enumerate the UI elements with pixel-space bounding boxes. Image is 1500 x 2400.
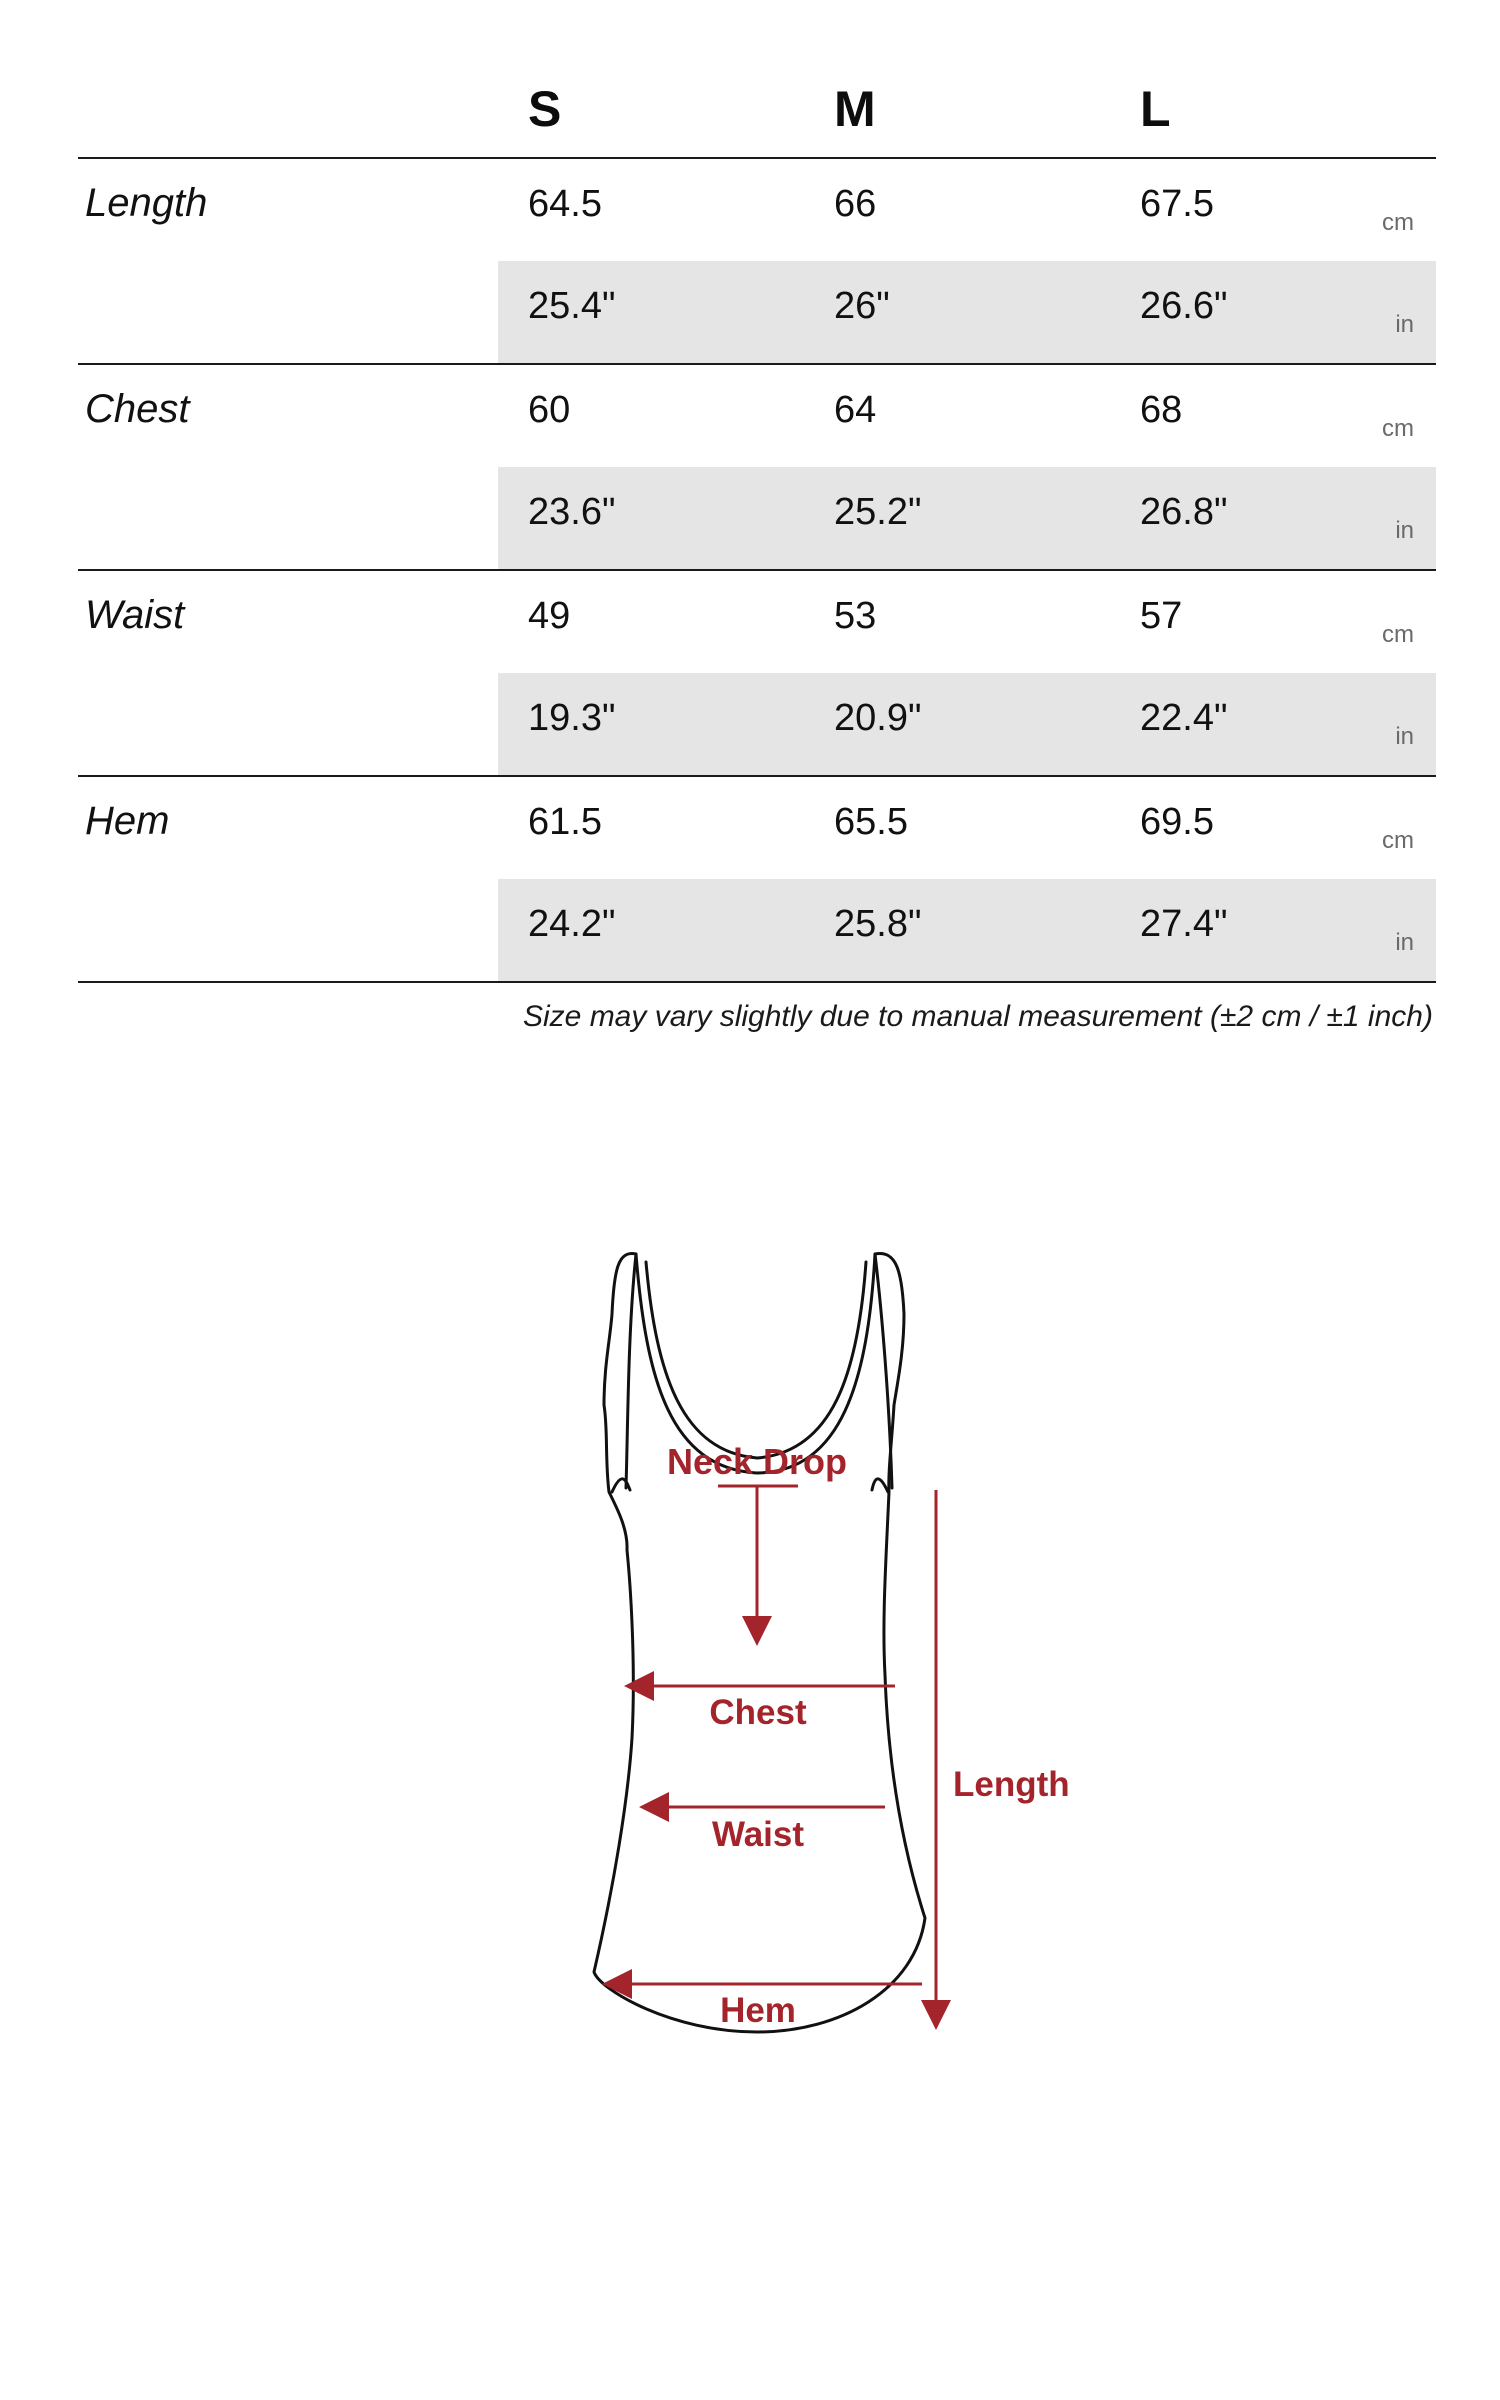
- cm-row: [498, 571, 1436, 675]
- measurement-label: Length: [85, 181, 208, 225]
- value-cell: 49: [528, 595, 571, 637]
- unit-label-in: in: [1395, 517, 1414, 544]
- value-cell: 24.2": [528, 903, 616, 945]
- value-cell: 19.3": [528, 697, 616, 739]
- value-cell: 64: [834, 389, 877, 431]
- value-cell: 23.6": [528, 491, 616, 533]
- value-cell: 53: [834, 595, 877, 637]
- hem-label: Hem: [720, 1991, 796, 2030]
- measurement-group-chest: [78, 365, 1436, 571]
- neckline-inner: [646, 1262, 866, 1458]
- value-cell: 25.8": [834, 903, 922, 945]
- tank-body-outline: [594, 1254, 925, 2033]
- measurement-group-waist: [78, 571, 1436, 777]
- value-cell: 27.4": [1140, 903, 1228, 945]
- left-armhole-curve: [612, 1479, 630, 1492]
- value-cell: 26.6": [1140, 285, 1228, 327]
- value-cell: 25.2": [834, 491, 922, 533]
- size-header-row: [78, 60, 1436, 159]
- value-cell: 69.5: [1140, 801, 1214, 843]
- in-row: [498, 467, 1436, 569]
- value-cell: 20.9": [834, 697, 922, 739]
- measurement-note: Size may vary slightly due to manual measurement (±2 cm / ±1 inch): [523, 1000, 1433, 1033]
- value-cell: 60: [528, 389, 571, 431]
- cm-row: [498, 777, 1436, 881]
- measurement-group-length: [78, 159, 1436, 365]
- value-cell: 26": [834, 285, 890, 327]
- unit-label-cm: cm: [1382, 209, 1414, 236]
- measurement-arrows: [608, 1486, 936, 2024]
- right-armhole-curve: [872, 1479, 888, 1492]
- value-cell: 65.5: [834, 801, 908, 843]
- size-header-s: S: [528, 81, 562, 137]
- value-cell: 22.4": [1140, 697, 1228, 739]
- in-row: [498, 261, 1436, 363]
- value-cell: 66: [834, 183, 877, 225]
- value-cell: 64.5: [528, 183, 602, 225]
- cm-row: [498, 365, 1436, 469]
- in-row: [498, 879, 1436, 981]
- unit-label-cm: cm: [1382, 415, 1414, 442]
- neck-drop-label: Neck Drop: [666, 1441, 848, 1482]
- chest-label: Chest: [709, 1693, 807, 1732]
- unit-label-cm: cm: [1382, 621, 1414, 648]
- value-cell: 68: [1140, 389, 1183, 431]
- value-cell: 25.4": [528, 285, 616, 327]
- unit-label-in: in: [1395, 311, 1414, 338]
- unit-label-cm: cm: [1382, 827, 1414, 854]
- unit-label-in: in: [1395, 929, 1414, 956]
- left-strap-seam: [626, 1254, 636, 1488]
- right-strap-seam: [875, 1254, 892, 1488]
- measurement-group-hem: [78, 777, 1436, 983]
- length-label: Length: [953, 1765, 1070, 1804]
- size-chart-table: [78, 60, 1436, 983]
- cm-row: [498, 159, 1436, 263]
- in-row: [498, 673, 1436, 775]
- measurement-label: Chest: [85, 387, 190, 431]
- garment-outline: [594, 1254, 925, 2033]
- size-header-l: L: [1140, 81, 1171, 137]
- value-cell: 26.8": [1140, 491, 1228, 533]
- value-cell: 57: [1140, 595, 1183, 637]
- value-cell: 67.5: [1140, 183, 1214, 225]
- measurement-label: Waist: [85, 593, 185, 637]
- measurement-label: Hem: [85, 799, 170, 843]
- size-header-m: M: [834, 81, 876, 137]
- unit-label-in: in: [1395, 723, 1414, 750]
- value-cell: 61.5: [528, 801, 602, 843]
- waist-label: Waist: [711, 1815, 805, 1854]
